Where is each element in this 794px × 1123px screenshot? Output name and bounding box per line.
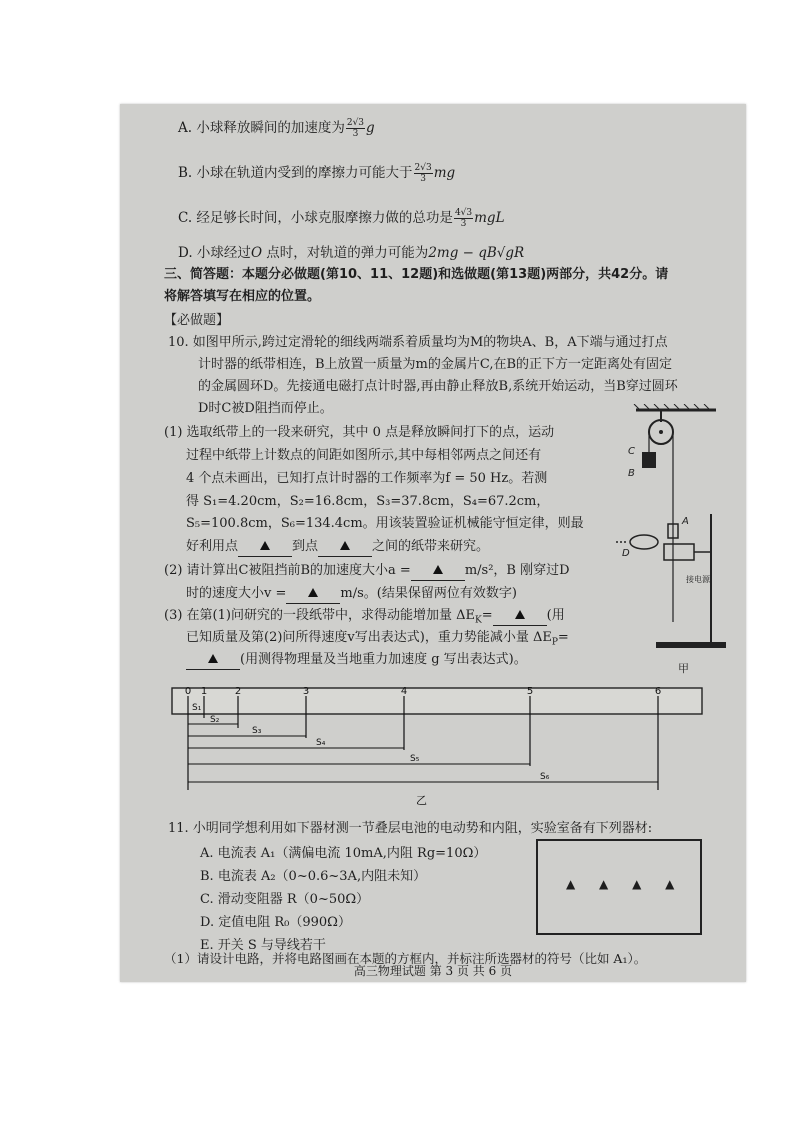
answer-blank[interactable]: [186, 651, 240, 670]
paper-tape-figure: [166, 678, 706, 808]
timer-icon: [664, 544, 694, 560]
figure-label: 乙: [416, 794, 427, 807]
ring-d: [630, 535, 658, 549]
answer-blank[interactable]: [493, 607, 547, 626]
q10-p2-line-2: 时的速度大小v = m/s。(结果保留两位有效数字): [186, 585, 517, 604]
q10-p1-line-4: 得 S₁=4.20cm，S₂=16.8cm，S₃=37.8cm，S₄=67.2cm，: [186, 494, 550, 509]
triangle-mark-icon: [260, 541, 270, 550]
svg-text:C: C: [628, 446, 635, 457]
q11-intro: 11. 小明同学想利用如下器材测一节叠层电池的电动势和内阻，实验室备有下列器材:: [168, 821, 653, 836]
svg-text:甲: 甲: [678, 662, 689, 675]
option-a: A. 小球释放瞬间的加速度为 $\frac{2√3}{3}$ g: [178, 118, 375, 139]
metal-plate-c: [642, 452, 656, 456]
answer-blank[interactable]: [286, 585, 340, 604]
span-label: S₄: [316, 738, 326, 748]
triangle-mark-icon: [208, 654, 218, 663]
triangle-mark-icon: [433, 565, 443, 574]
fraction: $\frac{4√3}{3}$: [454, 208, 473, 229]
q10-p3-line-1: (3) 在第(1)问研究的一段纸带中，求得动能增加量 $\Delta E_K=$ (用: [164, 608, 565, 626]
answer-marks: ▲ ▲ ▲ ▲: [566, 877, 685, 891]
tape-point-label: 4: [400, 686, 408, 697]
span-label: S₆: [540, 772, 550, 782]
tape-point-label: 6: [654, 686, 662, 697]
q10-line-1: 10. 如图甲所示,跨过定滑轮的细线两端系着质量均为M的物块A、B，A下端与通过打点: [168, 335, 668, 350]
fraction: $\frac{2√3}{3}$: [414, 163, 432, 184]
q10-p3-line-3: (用测得物理量及当地重力加速度 g 写出表达式)。: [186, 651, 527, 670]
q10-p1-line-3: 4 个点未画出，已知打点计时器的工作频率为f = 50 Hz。若测: [186, 471, 548, 486]
base-stand: [656, 642, 726, 648]
span-label: S₂: [210, 715, 220, 725]
option-c: C. 经足够长时间，小球克服摩擦力做的总功是 $\frac{4√3}{3}$ mgL: [178, 208, 505, 229]
option-d: D. 小球经过O 点时，对轨道的弹力可能为2mg − qB√gR: [178, 245, 525, 261]
tape-point-label: 2: [234, 686, 242, 697]
triangle-mark-icon: [515, 610, 525, 619]
section-header: 三、简答题：本题分必做题(第10、11、12题)和选做题(第13题)两部分，共42分。请: [164, 267, 669, 282]
q11-item-e: E. 开关 S 与导线若干: [200, 938, 326, 953]
answer-blank[interactable]: [238, 538, 292, 557]
exam-page: [120, 104, 746, 982]
answer-blank[interactable]: [411, 562, 465, 581]
option-b: B. 小球在轨道内受到的摩擦力可能大于 $\frac{2√3}{3}$ mg: [178, 163, 456, 184]
svg-text:D: D: [622, 548, 630, 559]
svg-text:B: B: [628, 468, 635, 479]
tape-point-label: 0: [184, 686, 192, 697]
q11-item-a: A. 电流表 A₁（满偏电流 10mA,内阻 Rg=10Ω）: [200, 846, 487, 861]
q11-item-d: D. 定值电阻 R₀（990Ω）: [200, 915, 351, 930]
fraction: $\frac{2√3}{3}$: [346, 118, 365, 139]
span-label: S₃: [252, 726, 262, 736]
triangle-mark-icon: [340, 541, 350, 550]
block-b: [642, 456, 656, 468]
required-label: 【必做题】: [164, 313, 230, 328]
q11-task: （1）请设计电路，并将电路图画在本题的方框内，并标注所选器材的符号（比如 A₁）。: [164, 951, 647, 966]
q10-p1-line-6: 好利用点 到点 之间的纸带来研究。: [186, 538, 489, 557]
tape-point-label: 1: [200, 686, 208, 697]
q10-line-2: 计时器的纸带相连，B上放置一质量为m的金属片C,在B的正下方一定距离处有固定: [198, 357, 673, 372]
svg-text:接电源: 接电源: [686, 575, 710, 584]
tape-point-label: 3: [302, 686, 310, 697]
span-label: S₅: [410, 754, 420, 764]
paper-tape: [172, 688, 702, 714]
q10-p1-line-1: (1) 选取纸带上的一段来研究，其中 0 点是释放瞬间打下的点，运动: [164, 425, 555, 440]
apparatus-figure: [616, 404, 736, 684]
q10-p3-line-2: 已知质量及第(2)问所得速度v写出表达式)，重力势能减小量 $\Delta E_P=$: [186, 630, 569, 648]
q11-item-b: B. 电流表 A₂（0~0.6~3A,内阻未知）: [200, 869, 427, 884]
q10-line-4: D时C被D阻挡而停止。: [198, 401, 333, 416]
q10-p1-line-2: 过程中纸带上计数点的间距如图所示,其中每相邻两点之间还有: [186, 448, 542, 463]
circuit-answer-box[interactable]: [536, 839, 702, 935]
tape-point-label: 5: [526, 686, 534, 697]
answer-blank[interactable]: [318, 538, 372, 557]
triangle-mark-icon: [308, 588, 318, 597]
q10-line-3: 的金属圆环D。先接通电磁打点计时器,再由静止释放B,系统开始运动，当B穿过圆环: [198, 379, 678, 394]
q10-p1-line-5: S₅=100.8cm，S₆=134.4cm。用该装置验证机械能守恒定律，则最: [186, 516, 584, 531]
q11-item-c: C. 滑动变阻器 R（0~50Ω）: [200, 892, 370, 907]
page-footer: 高三物理试题 第 3 页 共 6 页: [353, 964, 513, 978]
span-label: S₁: [192, 703, 202, 713]
svg-text:A: A: [682, 516, 689, 527]
q10-p2-line-1: (2) 请计算出C被阻挡前B的加速度大小a = m/s²，B 刚穿过D: [164, 562, 570, 581]
section-header-cont: 将解答填写在相应的位置。: [164, 289, 321, 304]
